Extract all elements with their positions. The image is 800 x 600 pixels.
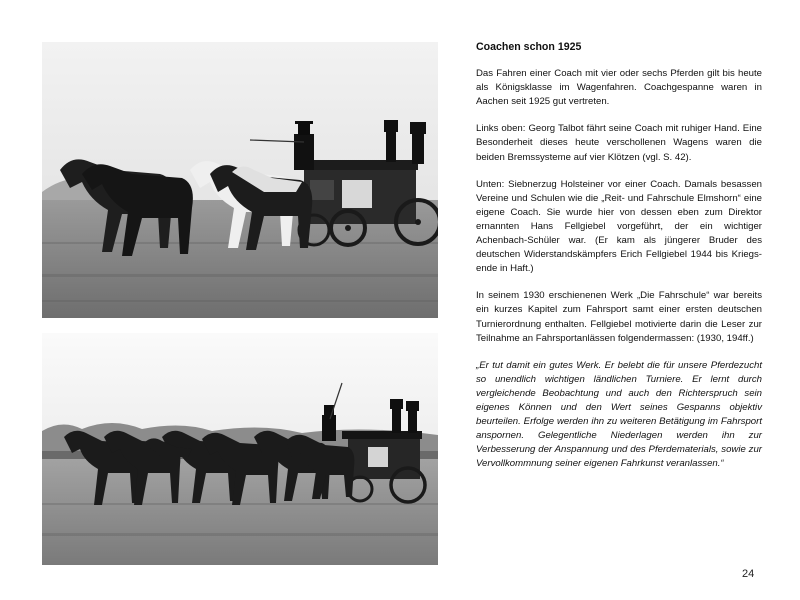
section-heading: Coachen schon 1925 (476, 41, 582, 53)
paragraph-fahrschule: In seinem 1930 erschienenen Werk „Die Fahrschule“ war bereits ein kurzes Kapitel zum Fahrsport samt einer ersten deutschen Turnierordnung enthalten. Fellgiebel motivierte darin die Leser zur Teilnahme an Fahrsportanlässen folgendermassen: (1930, 194ff.) (476, 290, 762, 344)
photo-top-image (42, 42, 438, 318)
photo-bottom-image (42, 333, 438, 565)
paragraph-caption-bottom: Unten: Siebnerzug Holsteiner vor einer Coach. Damals besassen Vereine und Schulen wie die „Reit- und Fahrschule Elmshorn“ eine eigene Coach. Sie wurde hier von dessen eben zum Direktor ernannten Hans Fellgiebel vorgeführt, der ein wichtiger Achenbach-Schüler war. (Er kam als jüngerer Bruder des deutschen Widerstandskämpfers Erich Fellgiebel 1944 bis Kriegsende in Haft.) (476, 178, 762, 275)
paragraph-intro: Das Fahren einer Coach mit vier oder sechs Pferden gilt bis heute als Königsklasse im Wagenfahren. Coachgespanne waren in Aachen seit 1925 gut vertreten. (476, 68, 762, 108)
photo-top-coach (42, 42, 438, 318)
quote-fellgiebel: „Er tut damit ein gutes Werk. Er belebt die für unsere Pferdezucht so unendlich wichtigen ländlichen Turniere. Er lernt durch vergleichende Beobachtung und auch den Richterspruch sein eigenes Können und den Wert seines Gespanns objektiv beurteilen. Erfolge werden ihn zu weiteren Betätigung im Fahrsport anspornen. Gelegentliche Niederlagen werden ihn zur Verbesserung der Anspannung und des Pferdematerials, sowie zur Vervollkommnung seiner eigenen Fahrkunst veranlassen.“ (476, 359, 762, 470)
page-number: 24 (742, 568, 755, 580)
photo-bottom-team (42, 333, 438, 565)
article-text-column (476, 40, 762, 471)
paragraph-caption-top: Links oben: Georg Talbot fährt seine Coach mit ruhiger Hand. Eine Besonderheit dieses heute verschollenen Wagens waren die beiden Bremssysteme auf vier Klötzen (vgl. S. 42). (476, 123, 762, 163)
